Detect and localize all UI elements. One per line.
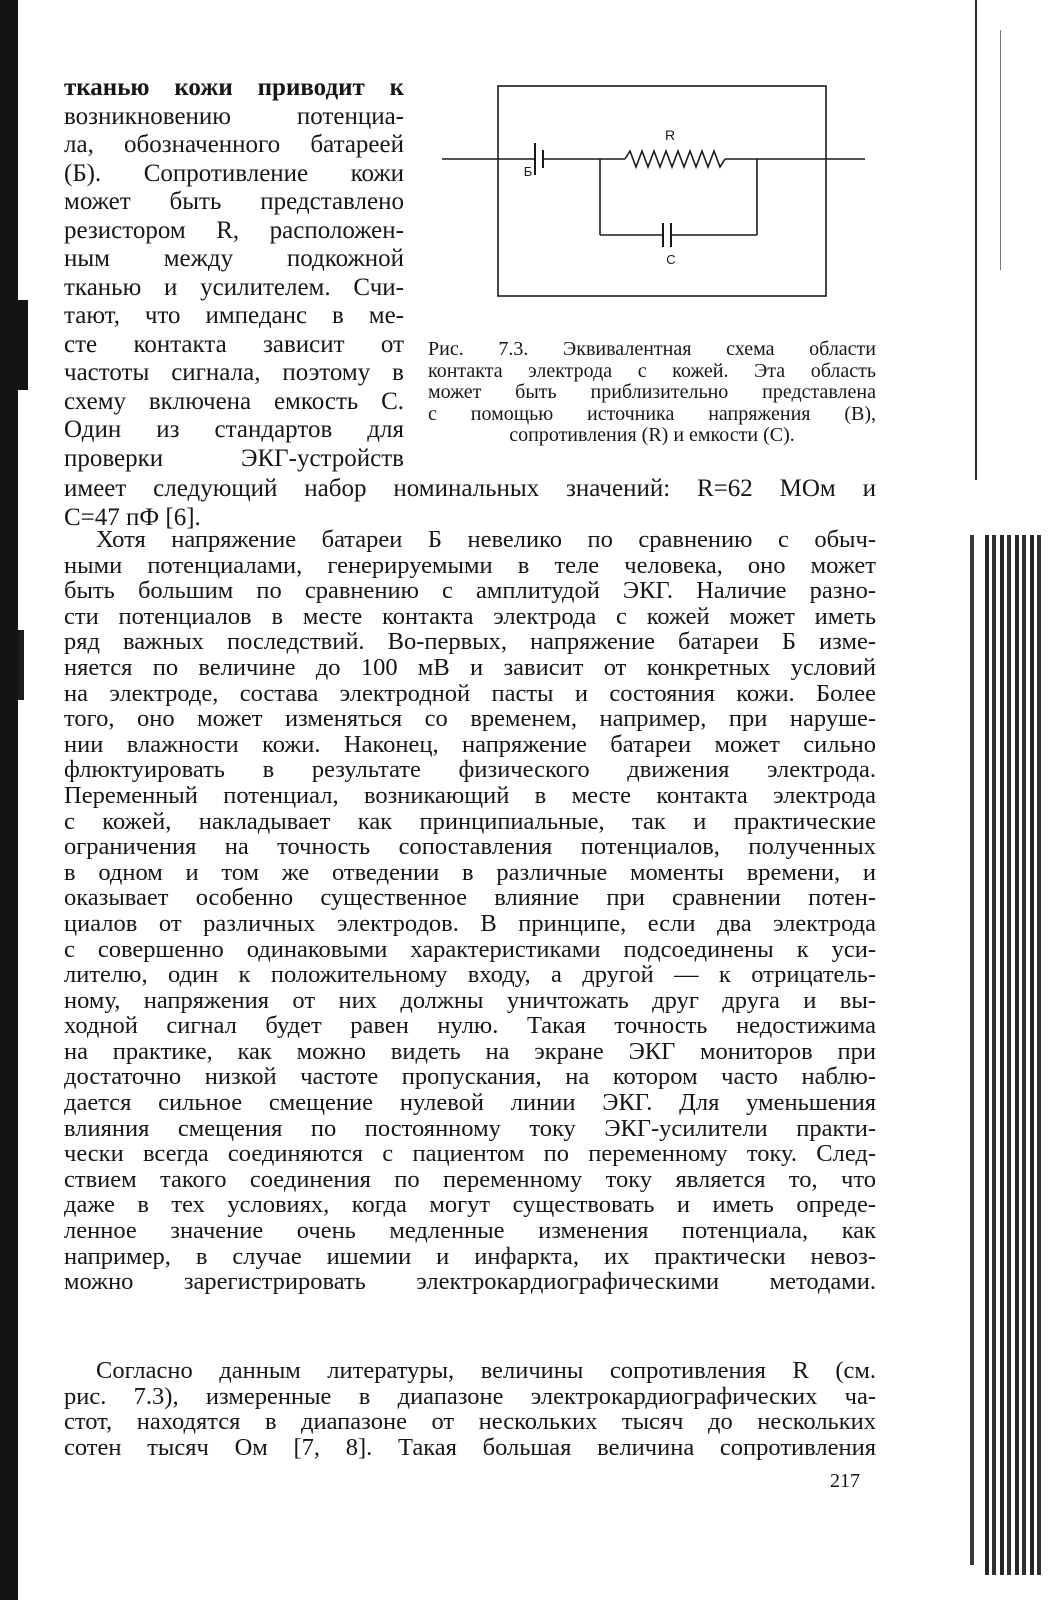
text-line: Хотя напряжение батареи Б невелико по сравнению с обыч-	[96, 526, 876, 553]
text-line: (Б). Сопротивление кожи	[64, 159, 404, 187]
text-line: ным между подкожной	[64, 245, 404, 272]
text-line: Переменный потенциал, возникающий в месте контакта электрода	[64, 781, 876, 809]
text-line: достаточно низкой частоте пропускания, на котором часто наблю-	[64, 1063, 876, 1091]
text-line: имеет следующий набор номинальных значений: R=62 МОм и	[64, 475, 876, 502]
text-line: например, в случае ишемии и инфаркта, их практически невоз-	[64, 1242, 876, 1270]
text-line: проверки ЭКГ-устройств	[64, 444, 404, 472]
left-column-text	[64, 74, 404, 473]
text-line: ограничения на точность сопоставления потенциалов, полученных	[64, 833, 876, 861]
text-line: ла, обозначенного батареей	[64, 131, 404, 158]
text-line: циалов от различных электродов. В принципе, если два электрода	[64, 909, 876, 937]
text-line: возникновению потенциа-	[64, 102, 404, 130]
scan-edge-line	[970, 535, 974, 1565]
figure-frame	[498, 86, 826, 296]
scan-edge-line	[975, 0, 977, 480]
text-line: ходной сигнал будет равен нулю. Такая точность недостижима	[64, 1012, 876, 1040]
text-line: в одном и том же отведении в различные моменты времени, и	[64, 858, 876, 886]
continuation-text	[64, 475, 876, 532]
text-line: С=47 пФ [6].	[64, 503, 201, 531]
scan-edge-line	[1000, 30, 1001, 270]
text-line: влияния смещения по постоянному току ЭКГ-усилители практи-	[64, 1114, 876, 1142]
text-line: тают, что импеданс в ме-	[64, 302, 404, 329]
text-line: рис. 7.3), измеренные в диапазоне электрокардиографических ча-	[64, 1382, 876, 1410]
text-line: частоты сигнала, поэтому в	[64, 359, 404, 386]
text-line: чески всегда соединяются с пациентом по переменному току. След-	[64, 1140, 876, 1168]
caption-line: с помощью источника напряжения (В),	[428, 402, 876, 425]
text-line: тканью кожи приводит к	[64, 74, 404, 101]
text-line: на практике, как можно видеть на экране ЭКГ мониторов при	[64, 1037, 876, 1065]
caption-line: контакта электрода с кожей. Эта область	[428, 359, 876, 382]
text-line: ленное значение очень медленные изменения потенциала, как	[64, 1217, 876, 1245]
adjacent-page-edge	[985, 535, 1045, 1575]
text-line: даже в тех условиях, когда могут существовать и иметь опреде-	[64, 1191, 876, 1219]
text-line: тканью и усилителем. Счи-	[64, 273, 404, 301]
caption-line: сопротивления (R) и емкости (С).	[509, 424, 795, 446]
scan-edge-shadow	[18, 630, 24, 700]
text-line: лителю, один к положительному входу, а другой — к отрицатель-	[64, 961, 876, 989]
equivalent-circuit-figure	[425, 80, 880, 310]
scan-edge-shadow	[18, 300, 28, 390]
text-line: схему включена емкость С.	[64, 387, 404, 415]
capacitor-label: C	[666, 252, 676, 267]
text-line: няется по величине до 100 мВ и зависит от конкретных условий	[64, 653, 876, 681]
text-line: ряд важных последствий. Во-первых, напряжение батареи Б изме-	[64, 628, 876, 656]
text-line: быть большим по сравнению с амплитудой ЭКГ. Наличие разно-	[64, 577, 876, 605]
text-line: ствием такого соединения по переменному току является то, что	[64, 1165, 876, 1193]
text-line: флюктуировать в результате физического движения электрода.	[64, 756, 876, 784]
text-line: нии влажности кожи. Наконец, напряжение батареи может сильно	[64, 730, 876, 758]
figure-caption	[428, 339, 876, 447]
caption-line: Рис. 7.3. Эквивалентная схема области	[428, 338, 876, 360]
caption-line: может быть приблизительно представлена	[428, 381, 876, 403]
text-line: сти потенциалов в месте контакта электрода с кожей может иметь	[64, 602, 876, 630]
text-line: оказывает особенно существенное влияние при сравнении потен-	[64, 884, 876, 912]
resistor-label: R	[664, 127, 676, 143]
page-number: 217	[830, 1470, 860, 1492]
text-line: может быть представлено	[64, 188, 404, 215]
text-line: на электроде, состава электродной пасты и состояния кожи. Более	[64, 679, 876, 707]
text-line: Согласно данным литературы, величины сопротивления R (см.	[96, 1357, 876, 1384]
text-line: можно зарегистрировать электрокардиографическими методами.	[64, 1268, 876, 1296]
circuit-diagram	[425, 80, 880, 310]
paragraph-1	[64, 527, 876, 1295]
text-line: резистором R, расположен-	[64, 216, 404, 244]
text-line: дается сильное смещение нулевой линии ЭКГ. Для уменьшения	[64, 1089, 876, 1117]
text-line: ными потенциалами, генерируемыми в теле человека, оно может	[64, 551, 876, 579]
text-line: сте контакта зависит от	[64, 330, 404, 358]
text-line: сотен тысяч Ом [7, 8]. Такая большая величина сопротивления	[64, 1433, 876, 1461]
text-line: ному, напряжения от них должны уничтожать друг друга и вы-	[64, 986, 876, 1014]
text-line: стот, находятся в диапазоне от нескольких тысяч до нескольких	[64, 1408, 876, 1436]
scan-edge-shadow	[0, 0, 18, 1600]
text-line: с совершенно одинаковыми характеристиками подсоединены к уси-	[64, 935, 876, 963]
battery-label: Б	[523, 164, 533, 179]
resistor	[625, 151, 725, 167]
text-line: с кожей, накладывает как принципиальные, так и практические	[64, 807, 876, 835]
text-line: Один из стандартов для	[64, 416, 404, 443]
paragraph-2	[64, 1358, 876, 1460]
text-line: того, оно может изменяться со временем, например, при наруше-	[64, 705, 876, 733]
